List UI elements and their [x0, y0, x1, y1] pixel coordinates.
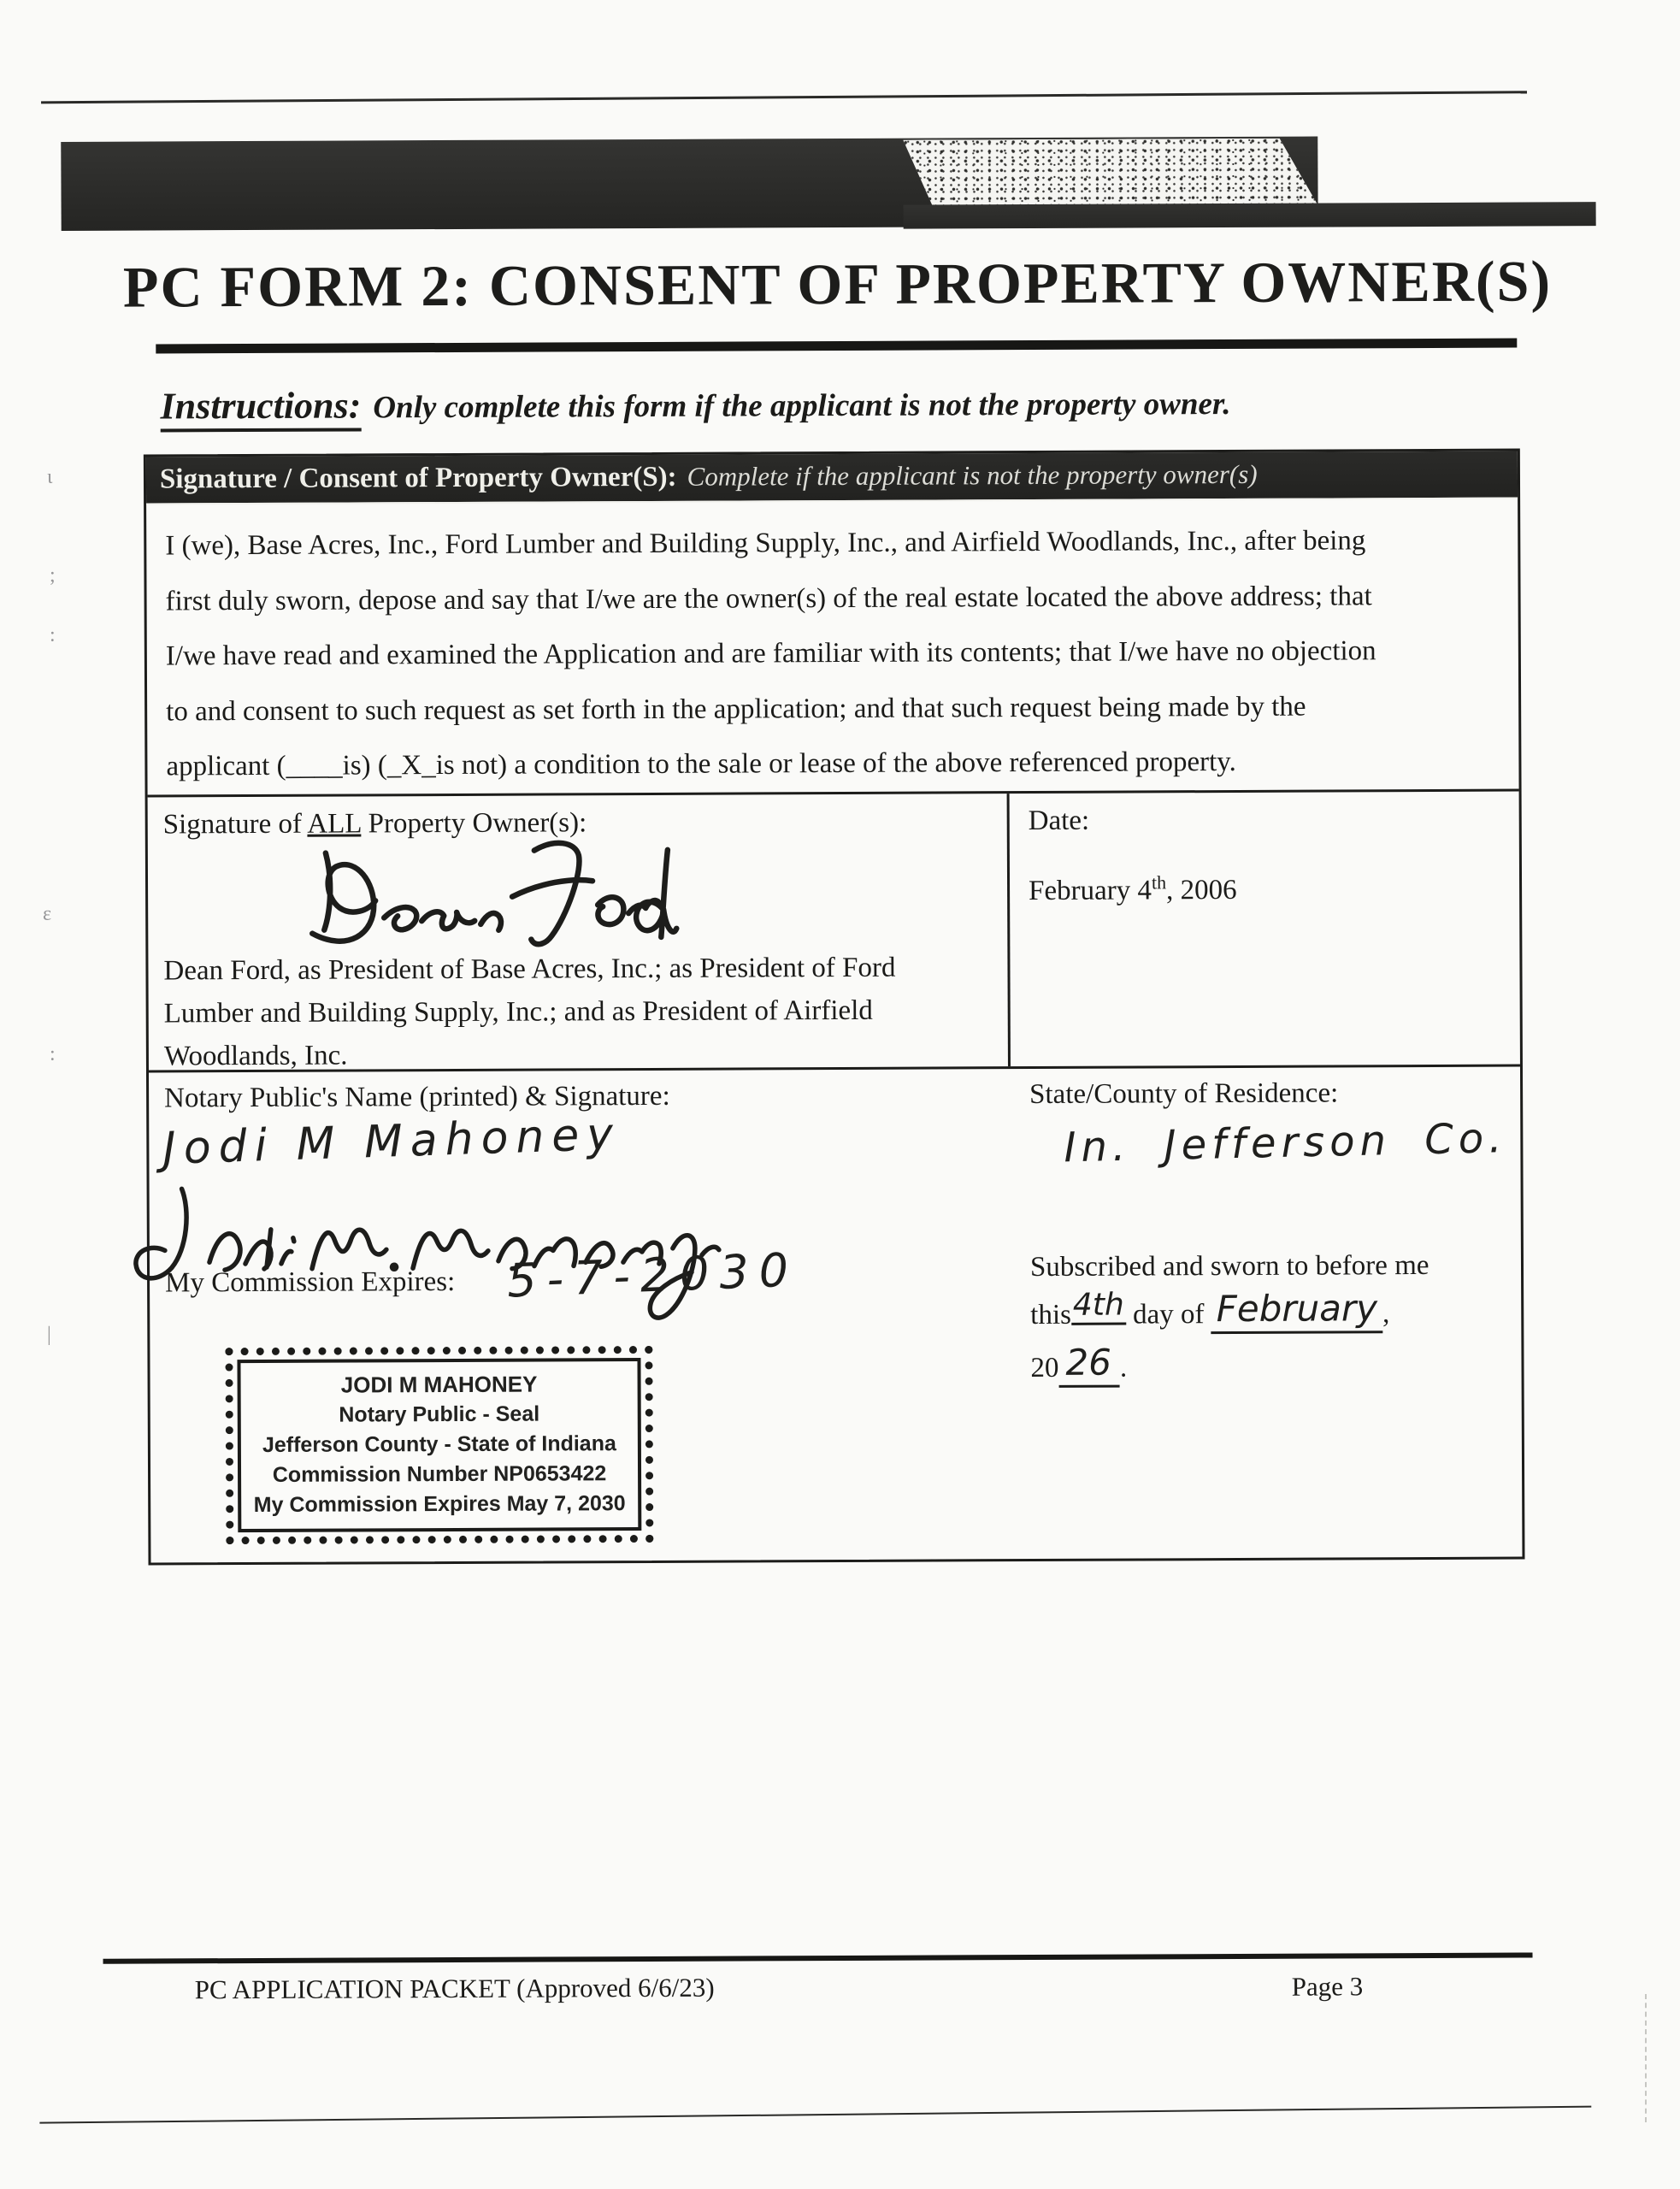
section-header-bar: [146, 451, 1518, 505]
section-header-note: Complete if the applicant is not the property owner(s): [687, 458, 1258, 492]
form-title: PC FORM 2: CONSENT OF PROPERTY OWNER(S): [122, 248, 1553, 320]
cell-divider: [1007, 794, 1011, 1066]
commission-expires-label: My Commission Expires:: [164, 1266, 456, 1298]
section-header-title: Signature / Consent of Property Owner(S):: [159, 461, 677, 495]
date-value: February 4th, 2006: [1029, 870, 1237, 906]
instructions-line: [160, 380, 1230, 428]
scan-artifact: |: [47, 1324, 51, 1346]
scan-artifact: :: [50, 1043, 56, 1065]
consent-line: I (we), Base Acres, Inc., Ford Lumber and Building Supply, Inc., and Airfield Woodlands, Inc., after being: [165, 525, 1366, 562]
consent-paragraph: [146, 499, 1518, 794]
owner-printed-name: Dean Ford, as President of Base Acres, Inc.; as President of Ford Lumber and Building Supply, Inc.; and as President of Airfield Woodlands, Inc.: [163, 952, 896, 1071]
footer-rule: [103, 1952, 1533, 1963]
consent-line: I/we have read and examined the Application and are familiar with its contents; that I/we have no objection: [165, 635, 1376, 672]
sworn-year-handwriting: 26: [1058, 1341, 1120, 1387]
scan-artifact: ε: [43, 903, 52, 925]
residence-handwriting: In. Jefferson Co.: [1063, 1113, 1507, 1171]
footer-right: Page 3: [1291, 1971, 1364, 2002]
consent-line: applicant (____is) (_X_is not) a condition to the sale or lease of the above referenced property.: [166, 746, 1236, 782]
scan-artifact: ;: [50, 564, 56, 587]
owner-signature-handwriting: [302, 835, 679, 965]
consent-line: to and consent to such request as set forth in the application; and that such request being made by the: [166, 691, 1306, 727]
top-rule: [41, 91, 1527, 103]
scan-edge-artifact: [1645, 1994, 1647, 2122]
sworn-line-1: Subscribed and sworn to before me: [1029, 1249, 1429, 1283]
header-banner: [61, 135, 1595, 233]
scan-artifact: ɩ: [47, 466, 53, 488]
notary-seal-stamp: [225, 1345, 653, 1543]
owner-signature-label: Signature of ALL Property Owner(s):: [162, 806, 587, 840]
sworn-day-handwriting: 4th: [1071, 1287, 1126, 1325]
bottom-rule: [39, 2106, 1591, 2124]
instructions-text: Only complete this form if the applicant is not the property owner.: [373, 386, 1231, 426]
notary-printed-name-handwriting: Jodi M Mahoney: [162, 1108, 622, 1175]
banner-speckle-patch: [903, 139, 1323, 207]
notary-row: [149, 1064, 1523, 1585]
title-rule: [156, 339, 1517, 354]
footer-left: PC APPLICATION PACKET (Approved 6/6/23): [194, 1972, 715, 2005]
sworn-line-3: 20 26 .: [1030, 1340, 1509, 1390]
notary-name-label: Notary Public's Name (printed) & Signature:: [164, 1080, 670, 1113]
scan-artifact: :: [50, 624, 56, 646]
notary-seal-text: JODI M MAHONEY Notary Public - Seal Jefferson County - State of Indiana Commission Number NP0653422 My Commission Expires May 7, 2030: [237, 1358, 641, 1532]
date-label: Date:: [1028, 805, 1090, 836]
sworn-month-handwriting: February: [1211, 1287, 1383, 1334]
commission-expires-handwriting: 5-7-2030: [505, 1242, 800, 1308]
signature-date-row: [148, 788, 1520, 1070]
consent-table: [144, 449, 1525, 1566]
banner-strip: [904, 202, 1596, 229]
sworn-statement: [1030, 1242, 1510, 1390]
instructions-label: Instructions:: [160, 384, 361, 432]
sworn-line-2: this4th day of February ,: [1030, 1287, 1509, 1336]
residence-label: State/County of Residence:: [1029, 1077, 1339, 1110]
consent-line: first duly sworn, depose and say that I/we are the owner(s) of the real estate located the above address; that: [165, 580, 1372, 617]
